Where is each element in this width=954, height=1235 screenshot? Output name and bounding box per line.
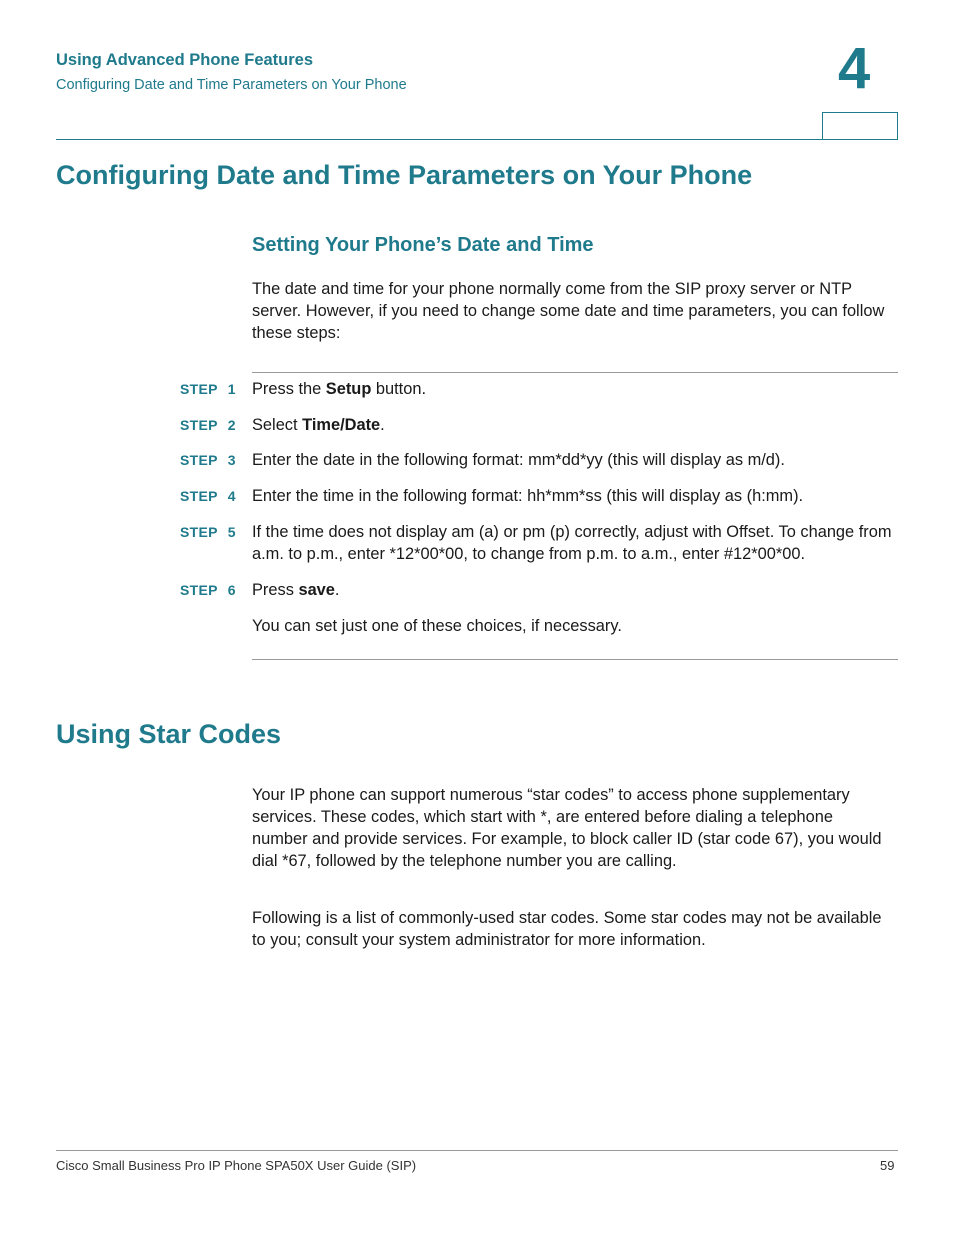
- header-divider: [56, 139, 898, 140]
- intro-paragraph: The date and time for your phone normally come from the SIP proxy server or NTP server. However, if you need to change some date and time parameters, you can follow these steps:: [252, 280, 885, 342]
- ui-term: Setup: [325, 380, 372, 398]
- star-codes-paragraph-1: Your IP phone can support numerous “star codes” to access phone supplementary services. These codes, which start with *, are entered before dialing a telephone number and provide services. For example, to block caller ID (star code 67), you would dial *67, followed by the telephone number you are calling.: [252, 786, 882, 870]
- chapter-tab-box: [822, 112, 898, 139]
- steps-bottom-rule: [252, 659, 898, 660]
- step-label: STEP 1: [180, 381, 236, 397]
- step-label: STEP 6: [180, 582, 236, 598]
- step-label: STEP 3: [180, 452, 236, 468]
- running-header-section: Configuring Date and Time Parameters on Your Phone: [56, 77, 407, 93]
- ui-term: save: [298, 581, 335, 599]
- ui-term: Time/Date: [302, 416, 381, 434]
- step-text: Press the Setup button.: [252, 380, 427, 398]
- step-text: Select Time/Date.: [252, 416, 385, 434]
- subsection-heading: Setting Your Phone’s Date and Time: [252, 234, 594, 256]
- step-text: Enter the date in the following format: mm*dd*yy (this will display as m/d).: [252, 451, 785, 469]
- footer-guide-title: Cisco Small Business Pro IP Phone SPA50X User Guide (SIP): [56, 1158, 417, 1173]
- footer-divider: [56, 1150, 898, 1151]
- footer-page-number: 59: [880, 1158, 895, 1173]
- steps-top-rule: [252, 372, 898, 373]
- step-text: If the time does not display am (a) or pm (p) correctly, adjust with Offset. To change from a.m. to p.m., enter *12*00*00, to change from p.m. to a.m., enter #12*00*00.: [252, 523, 892, 563]
- section-heading-date-time: Configuring Date and Time Parameters on Your Phone: [56, 160, 753, 190]
- running-header-chapter: Using Advanced Phone Features: [56, 51, 314, 69]
- step-label: STEP 4: [180, 488, 236, 504]
- step-label: STEP 5: [180, 524, 236, 540]
- chapter-number: 4: [838, 36, 871, 101]
- step-label: STEP 2: [180, 417, 236, 433]
- section-heading-star-codes: Using Star Codes: [56, 719, 282, 749]
- star-codes-paragraph-2: Following is a list of commonly-used star codes. Some star codes may not be available to you; consult your system administrator for more information.: [252, 909, 882, 949]
- step-text: Enter the time in the following format: hh*mm*ss (this will display as (h:mm).: [252, 487, 804, 505]
- step-note: You can set just one of these choices, if necessary.: [252, 617, 622, 635]
- step-text: Press save.: [252, 581, 340, 599]
